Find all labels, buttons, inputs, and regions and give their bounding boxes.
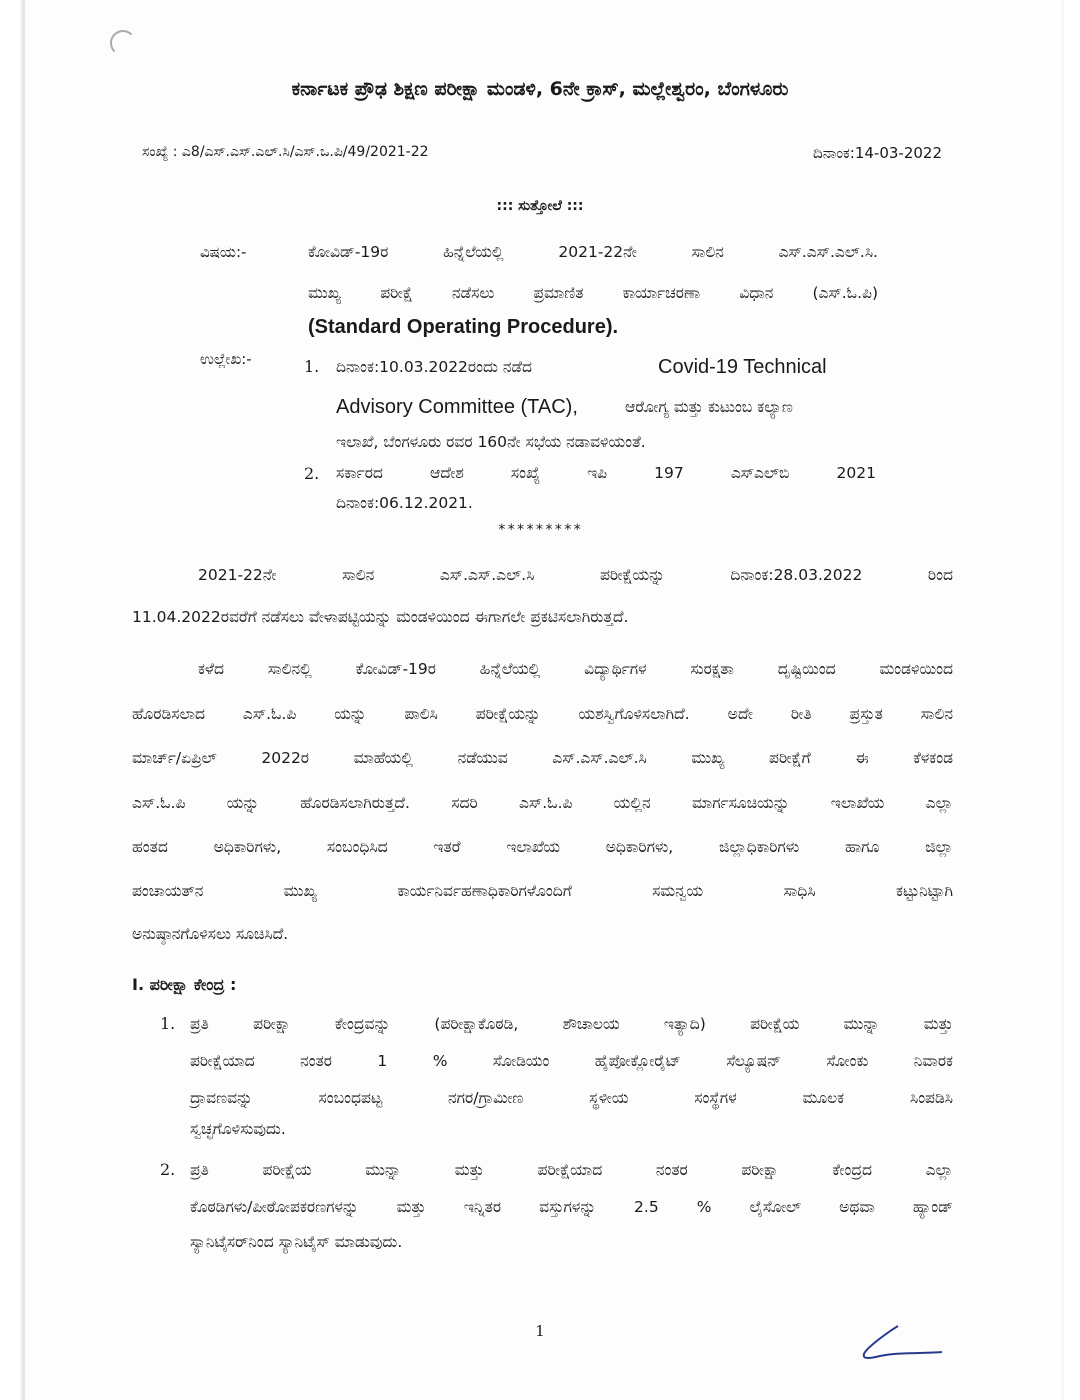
paragraph-2-line-1: ಕಳೆದ ಸಾಲಿನಲ್ಲಿ ಕೋವಿಡ್-19ರ ಹಿನ್ನೆಲೆಯಲ್ಲಿ ವಿದ್ಯಾರ್ಥಿಗಳ ಸುರಕ್ಷತಾ ದೃಷ್ಟಿಯಿಂದ ಮಂಡಳಿಯಿಂದ [198,660,953,678]
paragraph-2-line-6: ಪಂಚಾಯತ್‌ನ ಮುಖ್ಯ ಕಾರ್ಯನಿರ್ವಹಣಾಧಿಕಾರಿಗಳೊಂದಿಗೆ ಸಮನ್ವಯ ಸಾಧಿಸಿ ಕಟ್ಟುನಿಟ್ಟಾಗಿ [132,882,953,900]
section-1-item-1-line-2: ಪರೀಕ್ಷೆಯಾದ ನಂತರ 1 % ಸೋಡಿಯಂ ಹೈಪೋಕ್ಲೋರೈಟ್ ಸೆಲ್ಯೂಷನ್ ಸೋಂಕು ನಿವಾರಕ [190,1052,953,1070]
reference-2-line-1: ಸರ್ಕಾರದ ಆದೇಶ ಸಂಖ್ಯೆ ಇಪಿ 197 ಎಸ್‌ಎಲ್‌ಬಿ 2021 [336,464,876,482]
paragraph-2-line-5: ಹಂತದ ಅಧಿಕಾರಿಗಳು, ಸಂಬಂಧಿಸಿದ ಇತರೆ ಇಲಾಖೆಯ ಅಧಿಕಾರಿಗಳು, ಜಿಲ್ಲಾಧಿಕಾರಿಗಳು ಹಾಗೂ ಜಿಲ್ಲಾ [132,838,953,856]
section-1-item-2-line-3: ಸ್ಯಾನಿಟೈಸರ್‌ನಿಂದ ಸ್ಯಾನಿಟೈಸ್ ಮಾಡುವುದು. [190,1233,403,1251]
board-title: ಕರ್ನಾಟಕ ಪ್ರೌಢ ಶಿಕ್ಷಣ ಪರೀಕ್ಷಾ ಮಂಡಳಿ, 6ನೇ ಕ್ರಾಸ್, ಮಲ್ಲೇಶ್ವರಂ, ಬೆಂಗಳೂರು [291,78,789,100]
paragraph-2-line-2: ಹೊರಡಿಸಲಾದ ಎಸ್.ಓ.ಪಿ ಯನ್ನು ಪಾಲಿಸಿ ಪರೀಕ್ಷೆಯನ್ನು ಯಶಸ್ವಿಗೊಳಿಸಲಾಗಿದೆ. ಅದೇ ರೀತಿ ಪ್ರಸ್ತುತ ಸಾಲಿನ [132,705,953,723]
reference-1-line-1b: Covid-19 Technical [658,356,827,378]
reference-1-line-2b: ಆರೋಗ್ಯ ಮತ್ತು ಕುಟುಂಬ ಕಲ್ಯಾಣ [625,398,793,416]
subject-line-3: (Standard Operating Procedure). [308,316,619,338]
section-1-item-1-line-4: ಸ್ವಚ್ಛಗೊಳಿಸುವುದು. [190,1120,286,1138]
document-date: ದಿನಾಂಕ:14-03-2022 [813,144,942,162]
reference-1-number: 1. [304,357,320,376]
subject-line-1: ಕೋವಿಡ್-19ರ ಹಿನ್ನೆಲೆಯಲ್ಲಿ 2021-22ನೇ ಸಾಲಿನ ಎಸ್.ಎಸ್.ಎಲ್.ಸಿ. [308,243,878,261]
punch-hole-mark [110,30,136,56]
circular-heading: ::: ಸುತ್ತೋಲೆ ::: [496,198,584,214]
reference-2-line-2: ದಿನಾಂಕ:06.12.2021. [336,494,473,512]
paragraph-2-line-7: ಅನುಷ್ಠಾನಗೊಳಿಸಲು ಸೂಚಿಸಿದೆ. [132,925,289,943]
reference-1-line-3: ಇಲಾಖೆ, ಬೆಂಗಳೂರು ರವರ 160ನೇ ಸಭೆಯ ನಡಾವಳಿಯಂತೆ. [336,433,646,451]
subject-label: ವಿಷಯ:- [200,243,247,261]
paragraph-1-line-1: 2021-22ನೇ ಸಾಲಿನ ಎಸ್.ಎಸ್.ಎಲ್.ಸಿ ಪರೀಕ್ಷೆಯನ್ನು ದಿನಾಂಕ:28.03.2022 ರಿಂದ [198,566,953,584]
reference-2-number: 2. [304,464,320,483]
section-1-item-1-number: 1. [160,1014,176,1033]
reference-1-line-2a: Advisory Committee (TAC), [336,396,578,418]
section-1-item-2-line-1: ಪ್ರತಿ ಪರೀಕ್ಷೆಯ ಮುನ್ನಾ ಮತ್ತು ಪರೀಕ್ಷೆಯಾದ ನಂತರ ಪರೀಕ್ಷಾ ಕೇಂದ್ರದ ಎಲ್ಲಾ [190,1161,953,1179]
section-1-heading: I. ಪರೀಕ್ಷಾ ಕೇಂದ್ರ : [132,975,237,994]
reference-1-line-1a: ದಿನಾಂಕ:10.03.2022ರಂದು ನಡೆದ [336,358,532,376]
paragraph-2-line-4: ಎಸ್.ಓ.ಪಿ ಯನ್ನು ಹೊರಡಿಸಲಾಗಿರುತ್ತದೆ. ಸದರಿ ಎಸ್.ಓ.ಪಿ ಯಲ್ಲಿನ ಮಾರ್ಗಸೂಚಿಯನ್ನು ಇಲಾಖೆಯ ಎಲ್ಲಾ [132,794,953,812]
references-label: ಉಲ್ಲೇಖ:- [200,350,252,368]
paragraph-1-line-2: 11.04.2022ರವರೆಗೆ ನಡೆಸಲು ವೇಳಾಪಟ್ಟಿಯನ್ನು ಮಂಡಳಿಯಿಂದ ಈಗಾಗಲೇ ಪ್ರಕಟಿಸಲಾಗಿರುತ್ತದೆ. [132,608,629,626]
paragraph-2-line-3: ಮಾರ್ಚ್/ಏಪ್ರಿಲ್ 2022ರ ಮಾಹೆಯಲ್ಲಿ ನಡೆಯುವ ಎಸ್.ಎಸ್.ಎಲ್.ಸಿ ಮುಖ್ಯ ಪರೀಕ್ಷೆಗೆ ಈ ಕೆಳಕಂಡ [132,749,953,767]
section-1-item-2-number: 2. [160,1160,176,1179]
reference-number: ಸಂಖ್ಯೆ : ಎ8/ಎಸ್.ಎಸ್.ಎಲ್.ಸಿ/ಎಸ್.ಒ.ಪಿ/49/2021-22 [142,144,429,160]
separator-stars: ********* [497,522,583,538]
signature-mark [858,1318,948,1368]
section-1-item-2-line-2: ಕೊಠಡಿಗಳು/ಪೀಠೋಪಕರಣಗಳನ್ನು ಮತ್ತು ಇನ್ನಿತರ ವಸ್ತುಗಳನ್ನು 2.5 % ಲೈಸೋಲ್ ಅಥವಾ ಹ್ಯಾಂಡ್ [190,1198,953,1216]
subject-line-2: ಮುಖ್ಯ ಪರೀಕ್ಷೆ ನಡೆಸಲು ಪ್ರಮಾಣಿತ ಕಾರ್ಯಾಚರಣಾ ವಿಧಾನ (ಎಸ್.ಓ.ಪಿ) [308,284,878,302]
section-1-item-1-line-3: ದ್ರಾವಣವನ್ನು ಸಂಬಂಧಪಟ್ಟ ನಗರ/ಗ್ರಾಮೀಣ ಸ್ಥಳೀಯ ಸಂಸ್ಥೆಗಳ ಮೂಲಕ ಸಿಂಪಡಿಸಿ [190,1089,953,1107]
page-number: 1 [535,1322,545,1340]
section-1-item-1-line-1: ಪ್ರತಿ ಪರೀಕ್ಷಾ ಕೇಂದ್ರವನ್ನು (ಪರೀಕ್ಷಾಕೊಠಡಿ, ಶೌಚಾಲಯ ಇತ್ಯಾದಿ) ಪರೀಕ್ಷೆಯ ಮುನ್ನಾ ಮತ್ತು [190,1015,953,1033]
